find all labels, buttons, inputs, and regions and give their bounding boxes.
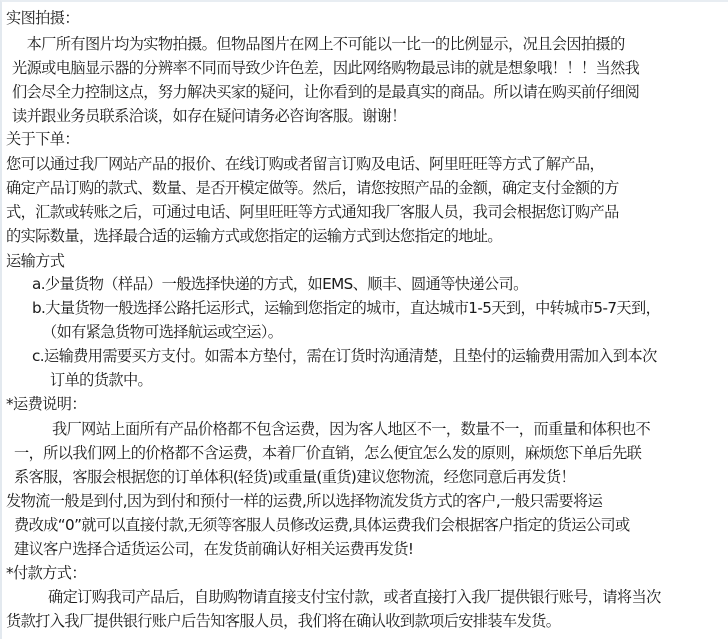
freight-line-2: 一，所以我们网上的价格都不含运费，本着厂价直销，怎么便宜怎么发的原则，麻烦您下单后先联	[14, 444, 642, 462]
payment-line-2: 货款打入我厂提供银行账户后告知客服人员，我们将在确认收到款项后安排装车发货。	[6, 612, 561, 630]
shipping-item-a: a.少量货物（样品）一般选择快递的方式，如EMS、顺丰、圆通等快递公司。	[32, 275, 528, 293]
ordering-line-2: 确定产品订购的款式、数量、是否开模定做等。然后，请您按照产品的金额，确定支付金额的方	[6, 179, 619, 197]
section-heading-shipping: 运输方式	[6, 252, 65, 270]
freight-line-5: 费改成“0”就可以直接付款,无须等客服人员修改运费,具体运费我们会根据客户指定的货运公司或	[14, 516, 630, 534]
freight-line-3: 系客服，客服会根据您的订单体积(轻货)或重量(重货)建议您物流，经您同意后再发货！	[14, 468, 576, 486]
section-heading-photo: 实图拍摄：	[6, 9, 79, 27]
photo-line-2: 光源或电脑显示器的分辨率不同而导致少许色差，因此网络购物最忌讳的就是想象哦！！！当然我	[12, 59, 640, 77]
section-heading-payment: *付款方式：	[6, 564, 86, 582]
section-heading-ordering: 关于下单：	[6, 130, 79, 148]
ordering-line-4: 的实际数量，选择最合适的运输方式或您指定的运输方式到达您指定的地址。	[6, 227, 502, 245]
freight-line-6: 建议客户选择合适货运公司，在发货前确认好相关运费再发货!	[14, 540, 414, 558]
shipping-item-b: b.大量货物一般选择公路托运形式，运输到您指定的城市，直达城市1-5天到，中转城市5-7天到，	[32, 299, 661, 317]
photo-line-1: 本厂所有图片均为实物拍摄。但物品图片在网上不可能以一比一的比例显示，况且会因拍摄的	[12, 35, 625, 53]
shipping-item-c: c.运输费用需要买方支付。如需本方垫付，需在订货时沟通清楚，且垫付的运输费用需加入到本次	[32, 347, 657, 365]
freight-line-4: 发物流一般是到付,因为到付和预付一样的运费,所以选择物流发货方式的客户,一般只需要将运	[6, 492, 603, 510]
shipping-item-b-cont: （如有紧急货物可选择航运或空运）。	[42, 323, 283, 341]
photo-line-3: 们会尽全力控制这点，努力解决买家的疑问，让你看到的是最真实的商品。所以请在购买前仔细阅	[12, 83, 640, 101]
payment-line-1: 确定订购我司产品后，自助购物请直接支付宝付款，或者直接打入我厂提供银行账号，请将当次	[48, 588, 661, 606]
photo-line-4: 读并跟业务员联系洽谈，如存在疑问请务必咨询客服。谢谢！	[12, 107, 406, 125]
ordering-line-3: 式，汇款或转账之后，可通过电话、阿里旺旺等方式通知我厂客服人员，我司会根据您订购产品	[6, 203, 619, 221]
freight-line-1: 我厂网站上面所有产品价格都不包含运费，因为客人地区不一，数量不一，而重量和体积也不	[52, 420, 651, 438]
ordering-line-1: 您可以通过我厂网站产品的报价、在线订购或者留言订购及电话、阿里旺旺等方式了解产品，	[6, 155, 605, 173]
shipping-item-c-cont: 订单的货款中。	[50, 371, 153, 389]
section-heading-freight: *运费说明：	[6, 395, 86, 413]
